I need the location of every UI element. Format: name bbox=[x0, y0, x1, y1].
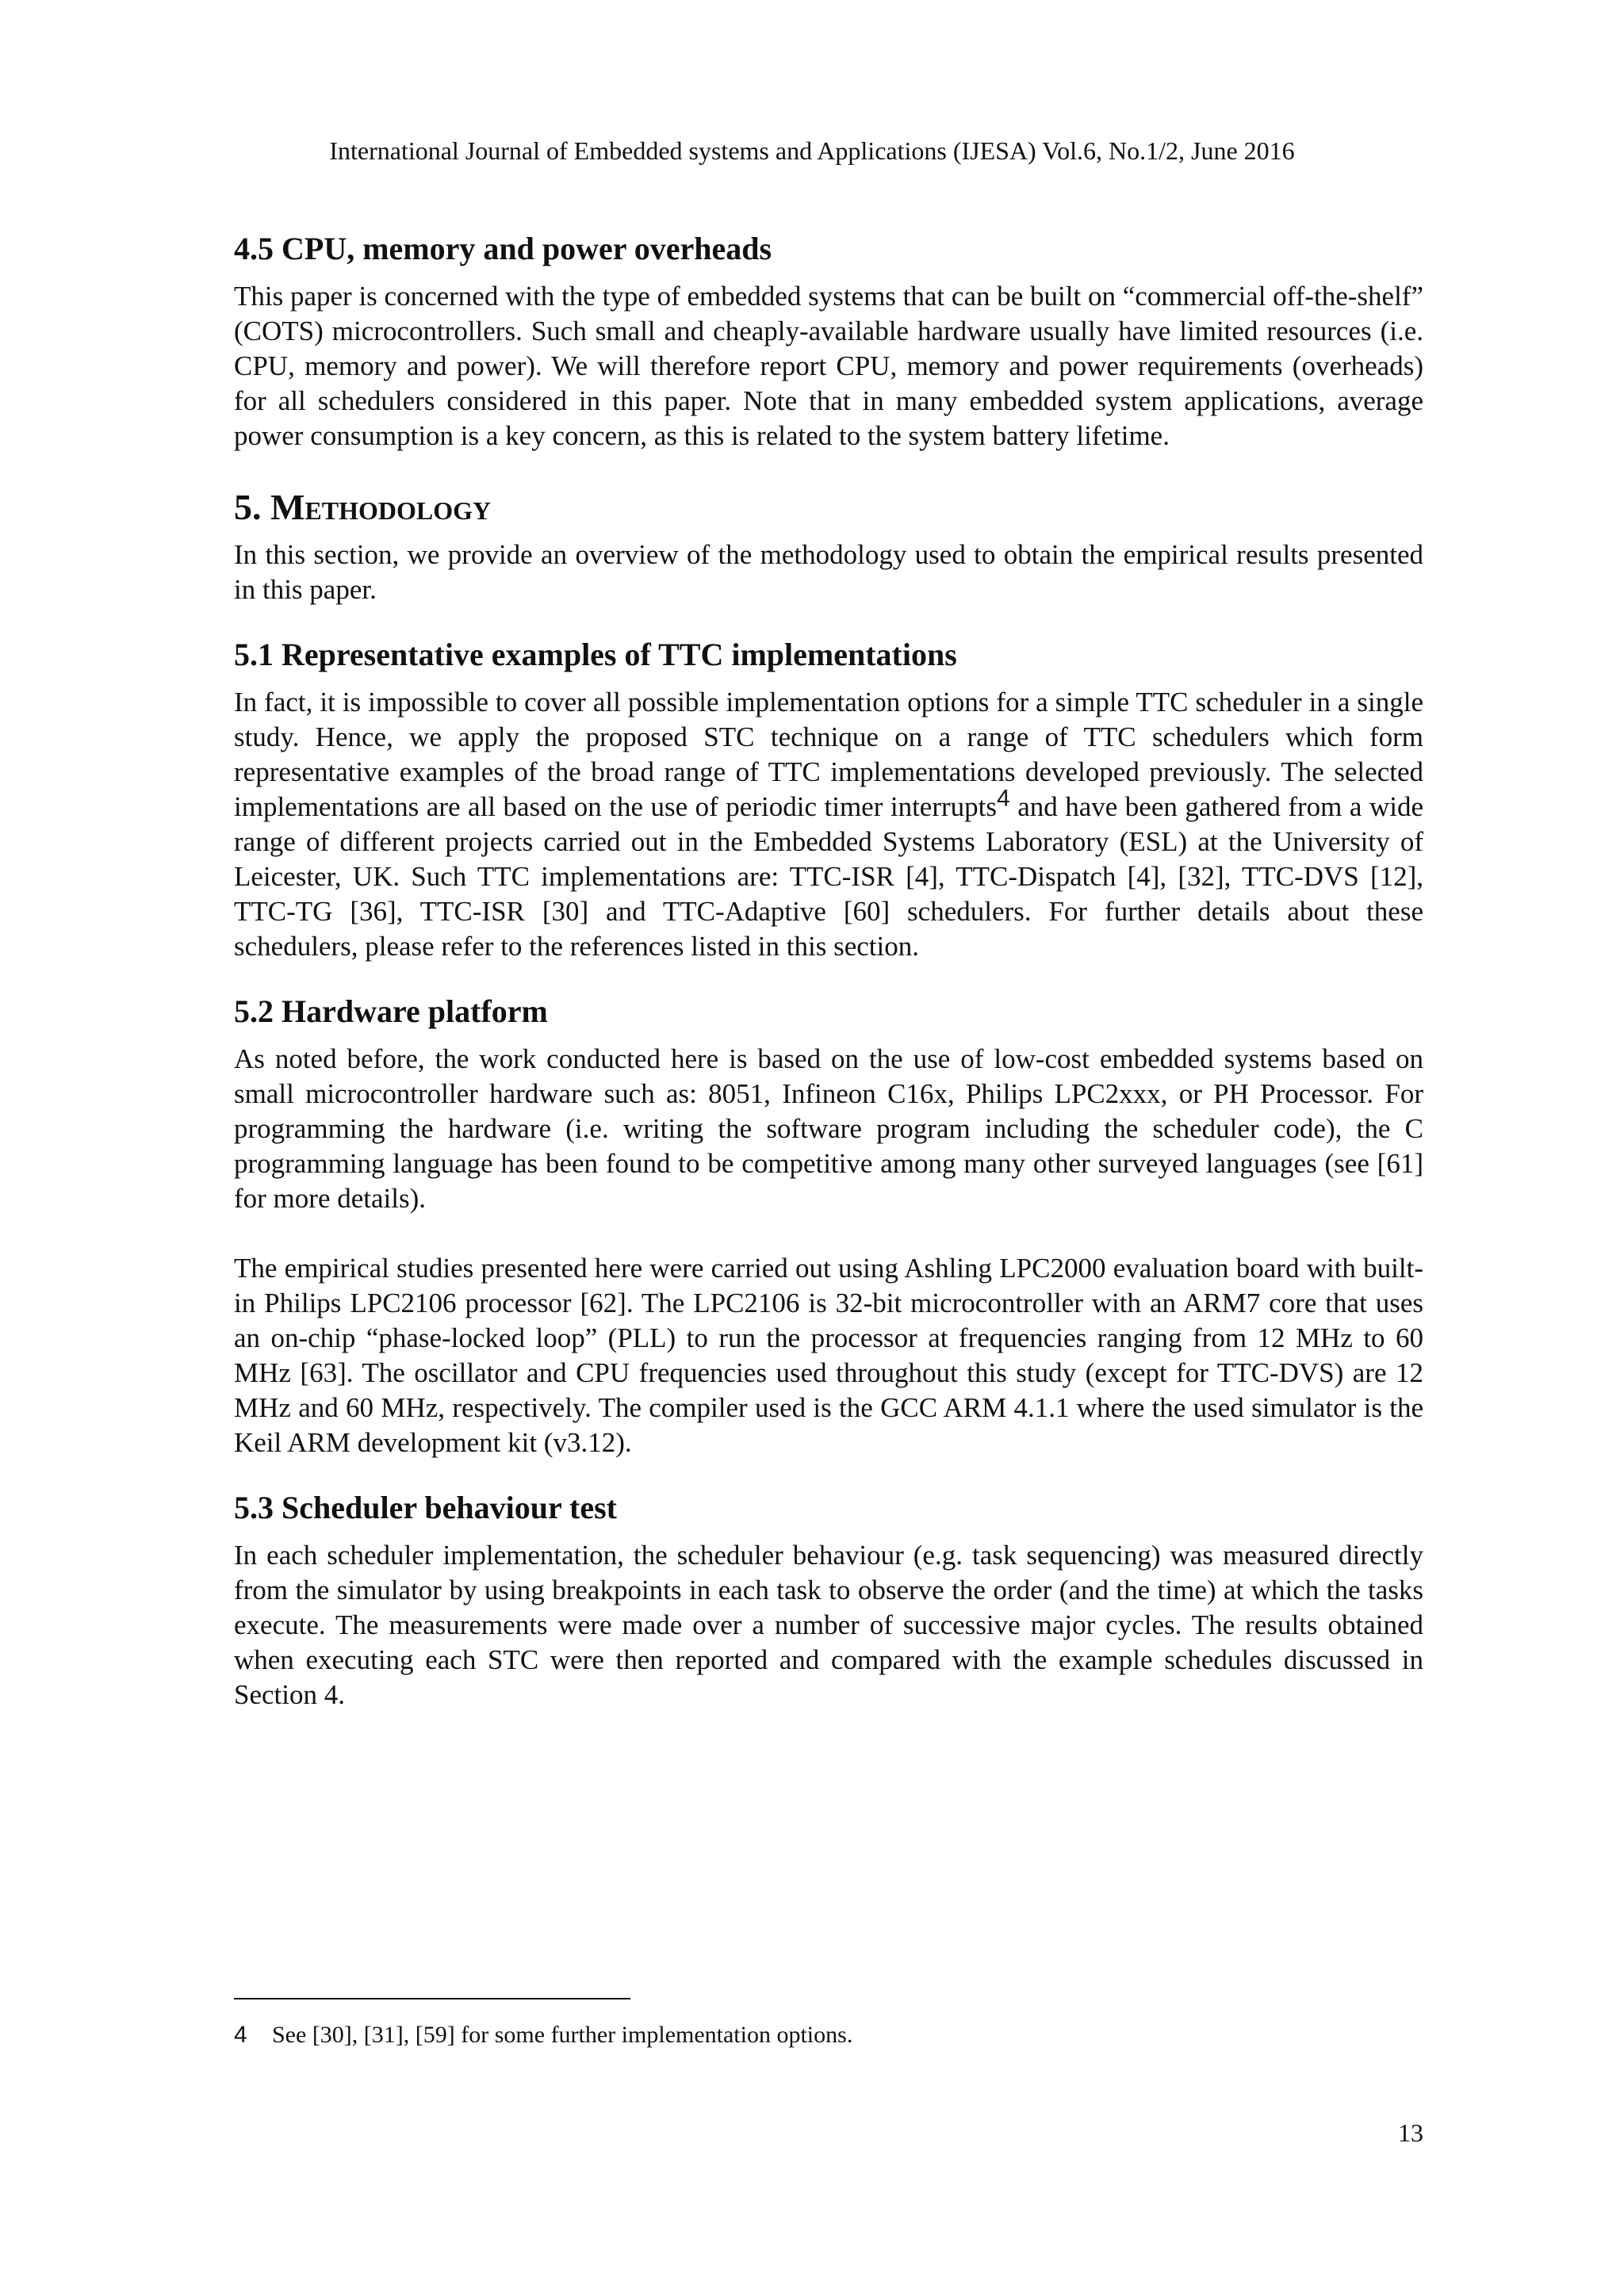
paragraph-5-1-part-b: and have been gathered from a wide range of different projects carried out in the Embedded Systems Laboratory (ESL) at the University of Leicester, UK. Such TTC implementations are: TTC-ISR [4], TTC-Dispatch [4], [32], TTC-DVS [12], TTC-TG [36], TTC-ISR [30] and TTC-Adaptive [60] schedulers. For further details about these schedulers, please refer to the references listed in this section. bbox=[234, 791, 1423, 962]
section-title-5: Methodology bbox=[270, 487, 492, 527]
footnote bbox=[234, 2020, 1423, 2050]
section-heading-4-5: 4.5 CPU, memory and power overheads bbox=[234, 231, 772, 266]
paragraph-5-3: In each scheduler implementation, the scheduler behaviour (e.g. task sequencing) was measured directly from the simulator by using breakpoints in each task to observe the order (and the time) at which the tasks execute. The measurements were made over a number of successive major cycles. The results obtained when executing each STC were then reported and compared with the example schedules discussed in Section 4. bbox=[234, 1540, 1423, 1710]
section-heading-5 bbox=[234, 488, 1423, 526]
section-heading-5-2: 5.2 Hardware platform bbox=[234, 993, 548, 1029]
page-number: 13 bbox=[1398, 2118, 1423, 2147]
paragraph-5-1-part-a: In fact, it is impossible to cover all possible implementation options for a simple TTC scheduler in a single study. Hence, we apply the proposed STC technique on a range of TTC schedulers which form representative examples of the broad range of TTC implementations developed previously. The selected implementations are all based on the use of periodic timer interrupts bbox=[234, 687, 1423, 822]
footnote-reference[interactable]: 4 bbox=[997, 785, 1010, 812]
footnote-number: 4 bbox=[234, 2022, 247, 2048]
running-header: International Journal of Embedded systems and Applications (IJESA) Vol.6, No.1/2, June 2016 bbox=[329, 136, 1295, 165]
paragraph-4-5: This paper is concerned with the type of embedded systems that can be built on “commercial off-the-shelf” (COTS) microcontrollers. Such small and cheaply-available hardware usually have limited resources (i.e. CPU, memory and power). We will therefore report CPU, memory and power requirements (overheads) for all schedulers considered in this paper. Note that in many embedded system applications, average power consumption is a key concern, as this is related to the system battery lifetime. bbox=[234, 281, 1423, 451]
section-heading-5-3: 5.3 Scheduler behaviour test bbox=[234, 1490, 617, 1525]
footnote-divider bbox=[234, 1998, 630, 1999]
paragraph-5-2-second: The empirical studies presented here were carried out using Ashling LPC2000 evaluation board with built-in Philips LPC2106 processor [62]. The LPC2106 is 32-bit microcontroller with an ARM7 core that uses an on-chip “phase-locked loop” (PLL) to run the processor at frequencies ranging from 12 MHz to 60 MHz [63]. The oscillator and CPU frequencies used throughout this study (except for TTC-DVS) are 12 MHz and 60 MHz, respectively. The compiler used is the GCC ARM 4.1.1 where the used simulator is the Keil ARM development kit (v3.12). bbox=[234, 1253, 1423, 1458]
footnote-text: See [30], [31], [59] for some further implementation options. bbox=[272, 2022, 853, 2048]
section-number-5: 5. bbox=[234, 487, 270, 527]
paragraph-5-2-first: As noted before, the work conducted here is based on the use of low-cost embedded systems based on small microcontroller hardware such as: 8051, Infineon C16x, Philips LPC2xxx, or PH Processor. For programming the hardware (i.e. writing the software program including the scheduler code), the C programming language has been found to be competitive among many other surveyed languages (see [61] for more details). bbox=[234, 1043, 1423, 1214]
paragraph-5-1 bbox=[234, 685, 1423, 964]
body-content bbox=[234, 230, 1423, 1712]
section-heading-5-1: 5.1 Representative examples of TTC implementations bbox=[234, 637, 957, 672]
paragraph-5: In this section, we provide an overview of the methodology used to obtain the empirical results presented in this paper. bbox=[234, 539, 1423, 605]
